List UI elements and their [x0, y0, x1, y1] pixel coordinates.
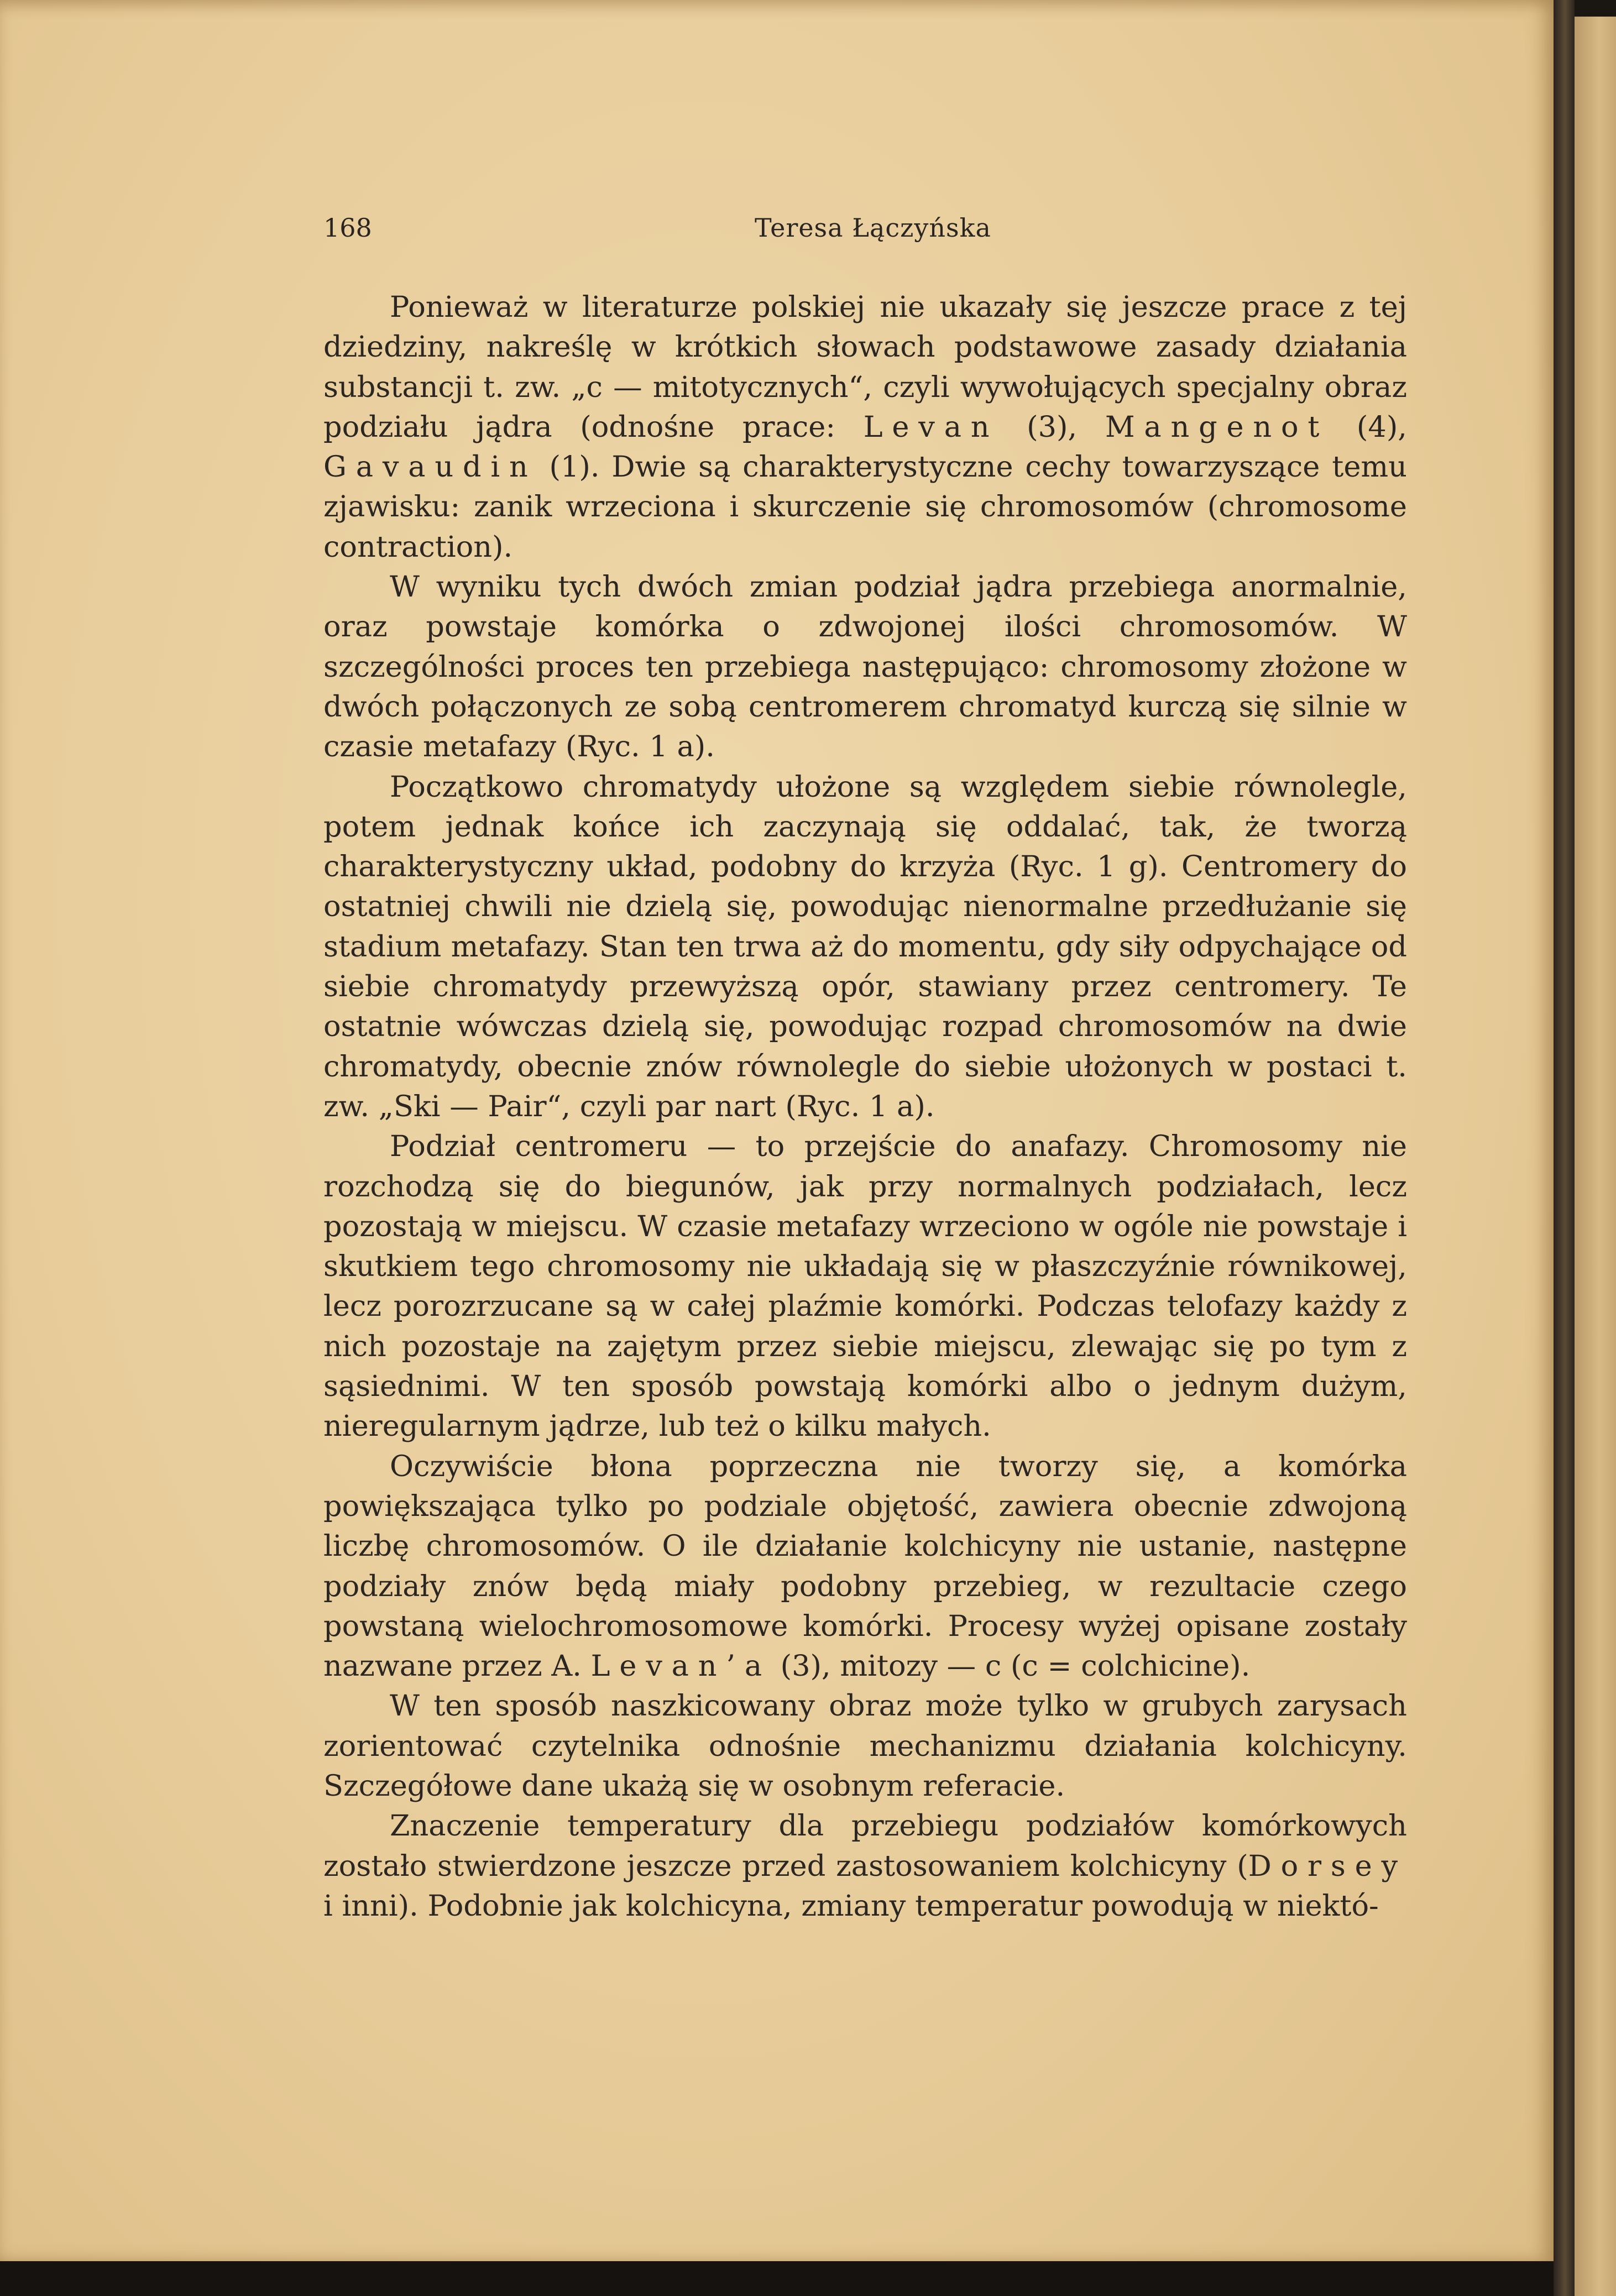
- paragraph-2: W wyniku tych dwóch zmian podział jądra przebiega anormalnie, oraz powstaje komórka o zdwojonej ilości chromosomów. W szczególności proces ten przebiega następująco: chromosomy złożone w dwóch połączonych ze sobą centromerem chromatyd kurczą się silnie w czasie metafazy (Ryc. 1 a).: [323, 570, 1407, 764]
- paragraph-4: Podział centromeru — to przejście do anafazy. Chromosomy nie rozchodzą się do biegunów, jak przy normalnych podziałach, lecz pozostają w miejscu. W czasie metafazy wrzeciono w ogóle nie powstaje i skutkiem tego chromosomy nie układają się w płaszczyźnie równikowej, lecz porozrzucane są w całej plaźmie komórki. Podczas telofazy każdy z nich pozostaje na zajętym przez siebie miejscu, zlewając się po tym z sąsiednimi. W ten sposób powstają komórki albo o jednym dużym, nieregularnym jądrze, lub też o kilku małych.: [323, 1129, 1407, 1444]
- paragraph-text: Oczywiście błona poprzeczna nie tworzy się, a komórka powiększająca tylko po podziale objętość, zawiera obecnie zdwojoną liczbę chromosomów. O ile działanie kolchicyny nie ustanie, następne podziały znów będą miały podobny przebieg, w rezultacie czego powstaną wielochromosomowe komórki. Procesy wyżej opisane zostały nazwane przez A.: [323, 1449, 1407, 1683]
- paragraph-text: (3),: [998, 410, 1105, 444]
- book-spine: [1554, 0, 1575, 2296]
- next-page-edge: [1575, 17, 1616, 2296]
- paragraph-7: [323, 1806, 1407, 1926]
- paragraph-6: W ten sposób naszkicowany obraz może tylko w grubych zarysach zorientować czytelnika odnośnie mechanizmu działania kolchicyny. Szczegółowe dane ukażą się w osobnym referacie.: [323, 1689, 1407, 1803]
- scan-bottom-edge: [0, 2261, 1554, 2296]
- author-name: Levan’a: [590, 1649, 771, 1683]
- paragraph-text: (4),: [1329, 410, 1407, 444]
- paragraph-text: Znaczenie temperatury dla przebiegu podziałów komórkowych zostało stwierdzone jeszcze przed zastosowaniem kolchicyny (: [323, 1809, 1407, 1883]
- body-text: [323, 287, 1407, 1926]
- paragraph-text: (1). Dwie są charakterystyczne cechy towarzyszące temu zjawisku: zanik wrzeciona i skurczenie się chromosomów (chromosome contraction).: [323, 450, 1407, 564]
- page-number: 168: [323, 213, 372, 243]
- paragraph-1: [323, 287, 1407, 567]
- author-name: Mangenot: [1105, 410, 1329, 444]
- author-name: Dorsey: [1248, 1849, 1407, 1883]
- running-head: Teresa Łączyńska: [755, 213, 991, 243]
- paragraph-text: (3), mitozy — c (c = colchicine).: [771, 1649, 1251, 1683]
- paragraph-text: Ponieważ w literaturze polskiej nie ukazały się jeszcze prace z tej dziedziny, nakreślę w krótkich słowach podstawowe zasady działania substancji t. zw. „c — mitotycznych“, czyli wywołujących specjalny obraz podziału jądra (odnośne prace:: [323, 290, 1407, 444]
- author-name: Gavaudin: [323, 450, 537, 484]
- page-header: [323, 213, 1407, 252]
- author-name: Levan: [863, 410, 999, 444]
- paragraph-3: Początkowo chromatydy ułożone są względem siebie równolegle, potem jednak końce ich zaczynają się oddalać, tak, że tworzą charakterystyczny układ, podobny do krzyża (Ryc. 1 g). Centromery do ostatniej chwili nie dzielą się, powodując nienormalne przedłużanie się stadium metafazy. Stan ten trwa aż do momentu, gdy siły odpychające od siebie chromatydy przewyższą opór, stawiany przez centromery. Te ostatnie wówczas dzielą się, powodując rozpad chromosomów na dwie chromatydy, obecnie znów równolegle do siebie ułożonych w postaci t. zw. „Ski — Pair“, czyli par nart (Ryc. 1 a).: [323, 770, 1407, 1123]
- paragraph-text: i inni). Podobnie jak kolchicyna, zmiany temperatur powodują w niektó-: [323, 1889, 1379, 1923]
- paragraph-5: [323, 1447, 1407, 1687]
